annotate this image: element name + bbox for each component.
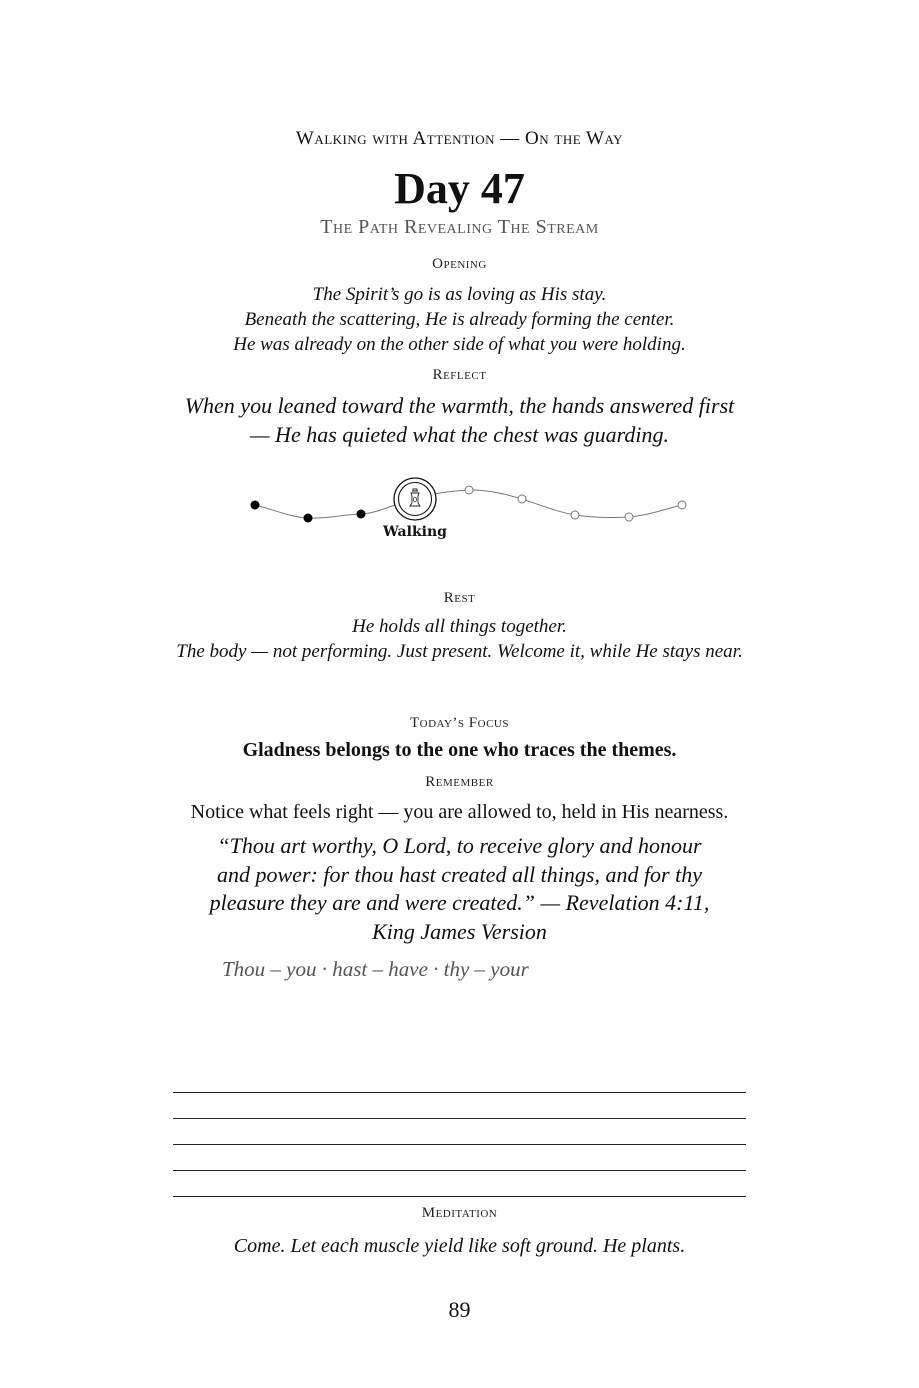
journal-line[interactable] — [173, 1092, 746, 1118]
reflect-text — [0, 391, 919, 449]
rest-line: He holds all things together. — [352, 616, 567, 637]
reflect-label: Reflect — [432, 367, 487, 383]
opening-line: The Spirit’s go is as loving as His stay. — [312, 284, 607, 305]
remember-label: Remember — [425, 774, 494, 790]
journey-step-done — [357, 510, 366, 519]
journey-step-upcoming — [518, 495, 526, 503]
opening-line: He was already on the other side of what you were holding. — [233, 334, 686, 355]
journey-step-upcoming — [571, 511, 579, 519]
page-number: 89 — [448, 1297, 471, 1322]
journal-line[interactable] — [173, 1170, 746, 1196]
rest-label: Rest — [443, 590, 476, 606]
rest-text — [0, 614, 919, 664]
journey-step-upcoming — [465, 486, 473, 494]
opening-line: Beneath the scattering, He is already forming the center. — [244, 309, 675, 330]
day-subtitle: The Path Revealing The Stream — [320, 216, 599, 238]
archaic-glossary: Thou – you · hast – have · thy – your — [222, 957, 529, 981]
reflect-line: — He has quieted what the chest was guarding. — [250, 422, 669, 447]
running-header: Walking with Attention — On the Way — [295, 128, 624, 149]
journey-step-upcoming — [678, 501, 686, 509]
scripture-verse — [0, 832, 919, 946]
journey-progress — [0, 470, 919, 550]
journal-line[interactable] — [173, 1144, 746, 1170]
lantern-icon — [394, 478, 436, 520]
journey-step-done — [251, 501, 260, 510]
meditation-text: Come. Let each muscle yield like soft ground. He plants. — [233, 1235, 686, 1257]
journey-step-upcoming — [625, 513, 633, 521]
meditation-label: Meditation — [421, 1205, 498, 1221]
journal-line[interactable] — [173, 1118, 746, 1144]
journey-step-done — [304, 514, 313, 523]
remember-text: Notice what feels right — you are allowed to, held in His nearness. — [190, 801, 729, 823]
rest-line: The body — not performing. Just present. Welcome it, while He stays near. — [176, 641, 743, 662]
day-title: Day 47 — [394, 164, 525, 213]
opening-label: Opening — [432, 256, 487, 272]
journal-lines[interactable] — [173, 1092, 746, 1222]
reflect-line: When you leaned toward the warmth, the hands answered first — [184, 393, 735, 418]
verse-text: “Thou art worthy, O Lord, to receive glory and honour and power: for thou hast created all things, and for thy pleasure they are and were created.” — Revelation 4:11, King James Version — [209, 833, 710, 944]
focus-text: Gladness belongs to the one who traces the themes. — [242, 739, 677, 761]
journey-current-label: Walking — [383, 524, 447, 540]
focus-label: Today’s Focus — [410, 715, 509, 731]
opening-text — [0, 282, 919, 357]
